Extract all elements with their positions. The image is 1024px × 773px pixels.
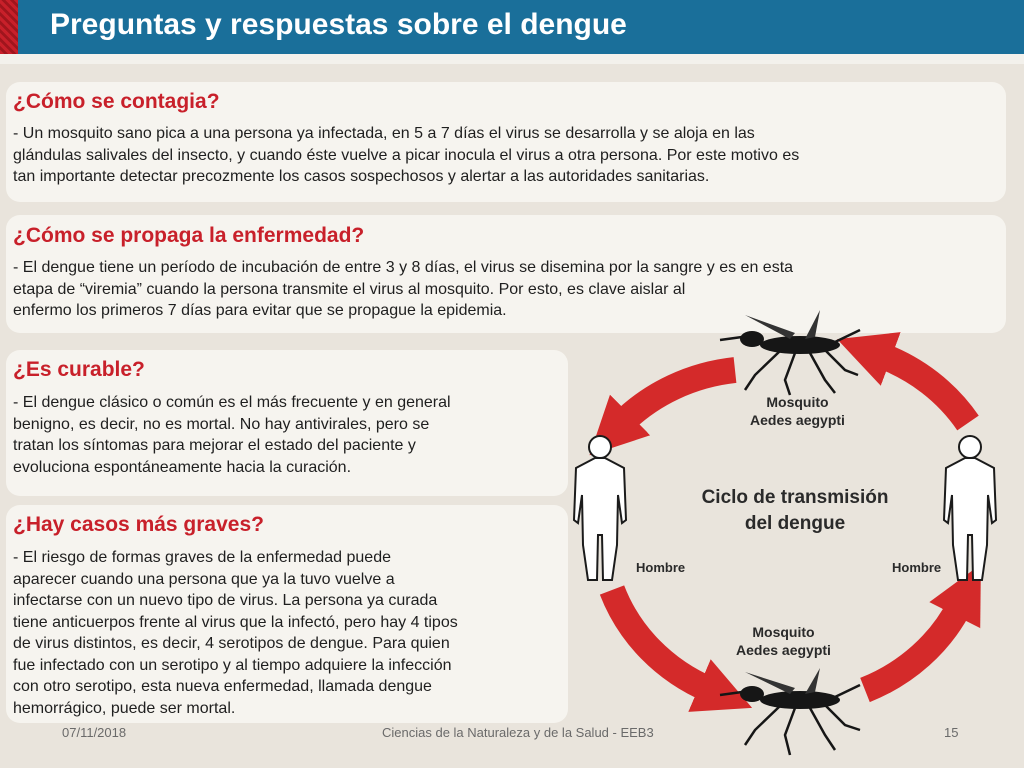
slide-title: Preguntas y respuestas sobre el dengue — [50, 8, 627, 41]
cycle-title-line2: del dengue — [744, 513, 846, 534]
answer-line: hemorrágico, puede ser mortal. — [13, 699, 236, 717]
question-casos-graves: ¿Hay casos más graves? — [13, 513, 264, 536]
answer-line: con otro serotipo, esta nueva enfermedad, llamada dengue — [13, 678, 432, 695]
answer-line: aparecer cuando una persona que ya la tuvo vuelve a — [13, 570, 395, 588]
answer-line: infectarse con un nuevo tipo de virus. La persona ya curada — [13, 592, 438, 609]
arrow-bottom-right — [865, 605, 960, 690]
human-left-icon — [574, 436, 626, 580]
header-accent-stripe — [0, 0, 18, 54]
label-mosquito-top-line2: Aedes aegypti — [750, 412, 845, 428]
answer-line: fue infectado con un serotipo y al tiempo adquiere la infección — [13, 656, 452, 674]
answer-line: glándulas salivales del insecto, y cuando éste vuelve a picar inocula el virus a otra persona. Por este motivo es — [13, 146, 800, 164]
label-mosquito-top-line1: Mosquito — [766, 394, 829, 410]
label-mosquito-bottom-line1: Mosquito — [752, 624, 815, 640]
answer-casos-graves — [13, 547, 573, 719]
answer-contagio — [13, 123, 998, 188]
answer-line: tratan los síntomas para mejorar el estado del paciente y — [13, 437, 416, 454]
answer-line: de virus distintos, es decir, 4 serotipos de dengue. Para quien — [13, 635, 450, 652]
arrow-bottom-left — [612, 590, 710, 690]
header-divider — [0, 54, 1024, 64]
footer-date: 07/11/2018 — [62, 725, 127, 740]
answer-line: enfermo los primeros 7 días para evitar que se propague la epidemia. — [13, 302, 507, 319]
question-curable: ¿Es curable? — [13, 358, 145, 381]
cycle-title — [670, 485, 920, 537]
label-mosquito-bottom — [736, 623, 831, 659]
mosquito-top-icon — [720, 310, 860, 395]
mosquito-bottom-icon — [720, 668, 860, 755]
question-propagacion: ¿Cómo se propaga la enfermedad? — [13, 224, 365, 247]
answer-line: - El riesgo de formas graves de la enfermedad puede — [13, 549, 391, 566]
answer-line: - Un mosquito sano pica a una persona ya infectada, en 5 a 7 días el virus se desarrolla y se aloja en las — [13, 125, 755, 142]
answer-line: - El dengue clásico o común es el más frecuente y en general — [13, 394, 451, 411]
footer-course: Ciencias de la Naturaleza y de la Salud - EEB3 — [382, 725, 654, 740]
cycle-title-line1: Ciclo de transmisión — [701, 487, 889, 508]
label-mosquito-bottom-line2: Aedes aegypti — [736, 642, 831, 658]
human-right-icon — [944, 436, 996, 580]
footer-page-number: 15 — [944, 725, 959, 740]
label-human-right: Hombre — [892, 560, 942, 575]
arrow-top-right — [880, 355, 968, 423]
label-human-left: Hombre — [636, 560, 686, 575]
answer-line: benigno, es decir, no es mortal. No hay antivirales, pero se — [13, 415, 430, 433]
label-mosquito-top — [750, 393, 845, 429]
answer-line: evoluciona espontáneamente hacia la curación. — [13, 458, 352, 476]
transmission-cycle-diagram — [560, 305, 1024, 768]
answer-curable — [13, 392, 565, 478]
answer-line: tiene anticuerpos frente al virus que la infectó, pero hay 4 tipos — [13, 613, 458, 631]
answer-line: tan importante detectar precozmente los casos sospechosos y alertar a las autoridades sanitarias. — [13, 168, 710, 185]
answer-line: etapa de “viremia” cuando la persona transmite el virus al mosquito. Por esto, es clave aislar al — [13, 280, 686, 298]
question-contagio: ¿Cómo se contagia? — [13, 90, 220, 113]
arrow-top-left — [622, 370, 735, 423]
answer-line: - El dengue tiene un período de incubación de entre 3 y 8 días, el virus se disemina por la sangre y es en esta — [13, 259, 794, 276]
